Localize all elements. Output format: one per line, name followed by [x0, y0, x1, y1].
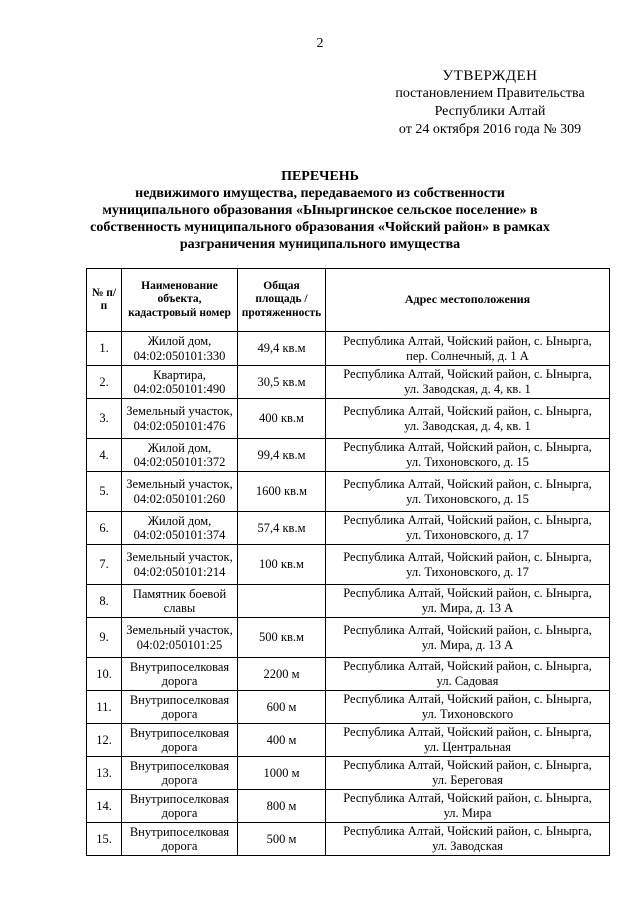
address-line-1: Республика Алтай, Чойский район, с. Ынырга, [343, 513, 592, 527]
object-name: Памятник боевой славы [122, 585, 238, 618]
address-line-1: Республика Алтай, Чойский район, с. Ынырга, [343, 476, 592, 491]
address-line-2: ул. Тихоновского [421, 707, 514, 721]
address-line-1: Республика Алтай, Чойский район, с. Ынырга, [343, 791, 592, 805]
table-row [87, 366, 610, 399]
row-number: 7. [87, 545, 122, 585]
object-name: Земельный участок, 04:02:050101:476 [122, 399, 238, 439]
address-line-2: ул. Садовая [436, 674, 499, 688]
title-heading: ПЕРЕЧЕНЬ [281, 169, 359, 184]
object-area: 49,4 кв.м [238, 332, 326, 366]
object-address [326, 545, 610, 585]
object-address [326, 757, 610, 790]
address-line-2: пер. Солнечный, д. 1 А [406, 348, 529, 363]
object-name: Жилой дом, 04:02:050101:374 [122, 512, 238, 545]
table-row [87, 439, 610, 472]
object-area: 600 м [238, 691, 326, 724]
row-number: 2. [87, 366, 122, 399]
row-number: 8. [87, 585, 122, 618]
object-address [326, 658, 610, 691]
address-line-2: ул. Тихоновского, д. 17 [406, 528, 529, 542]
object-name: Земельный участок, 04:02:050101:214 [122, 545, 238, 585]
object-address [326, 790, 610, 823]
address-line-2: ул. Мира, д. 13 А [421, 637, 514, 652]
address-line-1: Республика Алтай, Чойский район, с. Ынырга, [343, 367, 592, 381]
row-number: 12. [87, 724, 122, 757]
address-line-1: Республика Алтай, Чойский район, с. Ынырга, [343, 333, 592, 348]
object-area: 30,5 кв.м [238, 366, 326, 399]
row-number: 15. [87, 823, 122, 856]
object-area: 500 кв.м [238, 618, 326, 658]
header-name: Наименование объекта, кадастровый номер [122, 269, 238, 332]
object-address [326, 691, 610, 724]
object-address [326, 512, 610, 545]
approval-heading: УТВЕРЖДЕН [442, 68, 538, 84]
object-area: 100 кв.м [238, 545, 326, 585]
row-number: 10. [87, 658, 122, 691]
object-area: 400 кв.м [238, 399, 326, 439]
object-address [326, 366, 610, 399]
title-line-3: собственность муниципального образования «Чойский район» в рамках [90, 220, 550, 235]
row-number: 13. [87, 757, 122, 790]
object-area: 99,4 кв.м [238, 439, 326, 472]
table-row [87, 618, 610, 658]
address-line-1: Республика Алтай, Чойский район, с. Ынырга, [343, 692, 592, 706]
title-line-1: недвижимого имущества, передаваемого из собственности [135, 186, 505, 201]
address-line-2: ул. Тихоновского, д. 15 [406, 455, 529, 469]
row-number: 5. [87, 472, 122, 512]
object-address [326, 618, 610, 658]
header-area: Общая площадь / протяженность [238, 269, 326, 332]
object-name: Жилой дом, 04:02:050101:372 [122, 439, 238, 472]
address-line-2: ул. Заводская [432, 839, 503, 853]
object-address [326, 472, 610, 512]
object-address [326, 399, 610, 439]
object-address [326, 823, 610, 856]
table-row [87, 472, 610, 512]
row-number: 6. [87, 512, 122, 545]
approval-block [360, 67, 620, 139]
row-number: 1. [87, 332, 122, 366]
page-number: 2 [316, 36, 324, 51]
table-row [87, 512, 610, 545]
address-line-1: Республика Алтай, Чойский район, с. Ынырга, [343, 440, 592, 454]
approval-line-3: от 24 октября 2016 года № 309 [398, 122, 582, 137]
document-title [60, 168, 580, 253]
object-address [326, 585, 610, 618]
object-name: Внутрипоселковая дорога [122, 757, 238, 790]
object-name: Внутрипоселковая дорога [122, 823, 238, 856]
address-line-2: ул. Мира, д. 13 А [421, 601, 514, 615]
table-row [87, 585, 610, 618]
property-table [86, 268, 610, 856]
table-row [87, 724, 610, 757]
table-row [87, 658, 610, 691]
object-area: 400 м [238, 724, 326, 757]
table-row [87, 332, 610, 366]
address-line-1: Республика Алтай, Чойский район, с. Ынырга, [343, 758, 592, 772]
title-line-4: разграничения муниципального имущества [179, 237, 461, 252]
address-line-1: Республика Алтай, Чойский район, с. Ынырга, [343, 549, 592, 564]
approval-line-1: постановлением Правительства [395, 86, 585, 101]
object-name: Внутрипоселковая дорога [122, 691, 238, 724]
table-header-row [87, 269, 610, 332]
object-area: 57,4 кв.м [238, 512, 326, 545]
address-line-2: ул. Мира [443, 806, 492, 820]
object-address [326, 439, 610, 472]
address-line-1: Республика Алтай, Чойский район, с. Ынырга, [343, 824, 592, 838]
address-line-1: Республика Алтай, Чойский район, с. Ынырга, [343, 659, 592, 673]
address-line-2: ул. Центральная [424, 740, 511, 754]
object-name: Внутрипоселковая дорога [122, 724, 238, 757]
address-line-2: ул. Тихоновского, д. 17 [406, 564, 529, 579]
object-area [238, 585, 326, 618]
address-line-1: Республика Алтай, Чойский район, с. Ынырга, [343, 622, 592, 637]
object-address [326, 332, 610, 366]
table-row [87, 823, 610, 856]
address-line-2: ул. Тихоновского, д. 15 [406, 491, 529, 506]
address-line-2: ул. Заводская, д. 4, кв. 1 [404, 418, 531, 433]
address-line-1: Республика Алтай, Чойский район, с. Ынырга, [343, 725, 592, 739]
address-line-2: ул. Береговая [432, 773, 503, 787]
object-area: 1000 м [238, 757, 326, 790]
object-area: 500 м [238, 823, 326, 856]
row-number: 4. [87, 439, 122, 472]
object-name: Земельный участок, 04:02:050101:260 [122, 472, 238, 512]
table-row [87, 545, 610, 585]
object-area: 800 м [238, 790, 326, 823]
table-row [87, 399, 610, 439]
object-area: 2200 м [238, 658, 326, 691]
title-line-2: муниципального образования «Ыныргинское сельское поселение» в [102, 203, 538, 218]
header-address: Адрес местоположения [326, 269, 610, 332]
table-row [87, 691, 610, 724]
object-name: Квартира, 04:02:050101:490 [122, 366, 238, 399]
object-name: Внутрипоселковая дорога [122, 658, 238, 691]
row-number: 14. [87, 790, 122, 823]
object-area: 1600 кв.м [238, 472, 326, 512]
row-number: 9. [87, 618, 122, 658]
object-address [326, 724, 610, 757]
object-name: Жилой дом, 04:02:050101:330 [122, 332, 238, 366]
row-number: 11. [87, 691, 122, 724]
address-line-1: Республика Алтай, Чойский район, с. Ынырга, [343, 586, 592, 600]
row-number: 3. [87, 399, 122, 439]
address-line-1: Республика Алтай, Чойский район, с. Ынырга, [343, 403, 592, 418]
approval-line-2: Республики Алтай [434, 104, 546, 119]
header-num: № п/п [87, 269, 122, 332]
table-row [87, 757, 610, 790]
table-row [87, 790, 610, 823]
object-name: Внутрипоселковая дорога [122, 790, 238, 823]
object-name: Земельный участок, 04:02:050101:25 [122, 618, 238, 658]
address-line-2: ул. Заводская, д. 4, кв. 1 [404, 382, 531, 396]
